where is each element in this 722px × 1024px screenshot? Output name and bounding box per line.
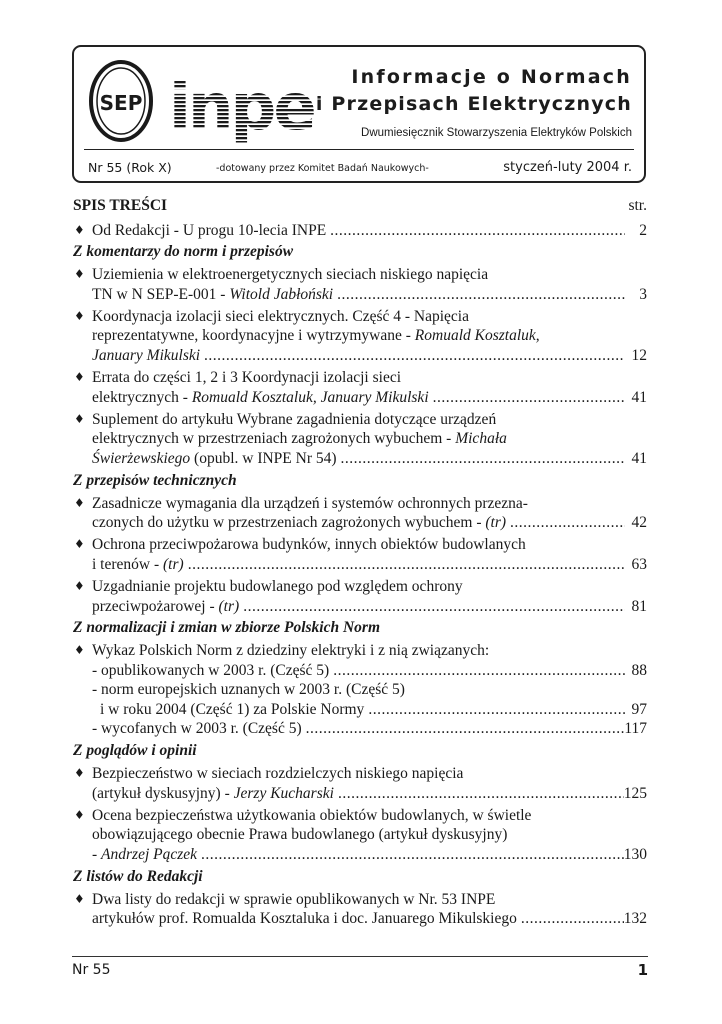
entry-title: Errata do części 1, 2 i 3 Koordynacji izolacji sieci	[92, 369, 402, 387]
section-heading: Z poglądów i opinii	[73, 742, 197, 760]
sep-logo-text: SEP	[99, 91, 143, 115]
toc-entry[interactable]	[73, 494, 647, 533]
toc-entry[interactable]	[73, 368, 647, 407]
diamond-bullet-icon: ♦	[74, 370, 85, 385]
diamond-bullet-icon: ♦	[74, 643, 85, 658]
toc-entry[interactable]	[73, 410, 647, 469]
entry-title: Dwa listy do redakcji w sprawie opublikowanych w Nr. 53 INPE	[92, 890, 496, 908]
entry-page: 117	[624, 720, 647, 738]
masthead	[72, 45, 646, 183]
diamond-bullet-icon: ♦	[74, 807, 85, 822]
masthead-title-line1: Informacje o Normach	[351, 66, 632, 88]
entry-title: elektrycznych -	[92, 388, 192, 406]
issue-number: Nr 55 (Rok X)	[88, 160, 172, 175]
entry-title: Ochrona przeciwpożarowa budynków, innych obiektów budowlanych	[92, 536, 526, 554]
entry-title: Uzgadnianie projektu budowlanego pod względem ochrony	[92, 577, 463, 595]
toc-entry[interactable]	[73, 890, 647, 929]
sponsor-note: -dotowany przez Komitet Badań Naukowych-	[216, 163, 429, 174]
toc-entry[interactable]	[73, 764, 647, 803]
entry-page: 42	[631, 514, 647, 532]
diamond-bullet-icon: ♦	[74, 495, 85, 510]
section-heading: Z listów do Redakcji	[73, 867, 203, 885]
entry-title: Zasadnicze wymagania dla urządzeń i systemów ochronnych przezna-	[92, 494, 528, 512]
diamond-bullet-icon: ♦	[74, 267, 85, 282]
page-column-label: str.	[628, 197, 647, 214]
entry-author: Romuald Kosztaluk,	[414, 327, 540, 345]
entry-page: 130	[623, 845, 647, 863]
masthead-title-line2: i Przepisach Elektrycznych	[315, 93, 632, 115]
entry-title: czonych do użytku w przestrzeniach zagrożonych wybuchem -	[92, 514, 486, 532]
toc-entry[interactable]	[73, 641, 647, 739]
entry-author: (tr)	[218, 597, 240, 615]
entry-author: Romuald Kosztaluk, January Mikulski	[191, 388, 429, 406]
toc-header	[73, 196, 647, 218]
toc-entry[interactable]	[73, 535, 647, 574]
entry-page: 63	[631, 555, 647, 573]
entry-page: 88	[631, 661, 647, 679]
entry-author: Świerżewskiego	[92, 449, 191, 467]
entry-title: i w roku 2004 (Część 1) za Polskie Normy	[100, 700, 365, 718]
entry-title: -	[92, 845, 102, 863]
entry-page: 12	[631, 346, 647, 364]
entry-author: Jerzy Kucharski	[233, 784, 334, 802]
entry-title: Bezpieczeństwo w sieciach rozdzielczych niskiego napięcia	[92, 765, 464, 783]
diamond-bullet-icon: ♦	[74, 891, 85, 906]
masthead-divider	[84, 149, 634, 150]
diamond-bullet-icon: ♦	[74, 308, 85, 323]
entry-title: Ocena bezpieczeństwa użytkowania obiektów budowlanych, w świetle	[92, 806, 532, 824]
toc-entry[interactable]	[73, 265, 647, 304]
entry-title: Wykaz Polskich Norm z dziedziny elektryki i z nią związanych:	[92, 642, 490, 660]
entry-page: 41	[631, 388, 647, 406]
sep-logo	[89, 60, 153, 142]
entry-title: TN w N SEP-E-001 -	[92, 285, 230, 303]
toc-entry[interactable]	[73, 221, 647, 241]
footer-divider	[72, 956, 648, 957]
section-heading: Z komentarzy do norm i przepisów	[73, 243, 294, 261]
entry-author: Michała	[455, 430, 507, 448]
entry-author: January Mikulski	[92, 346, 201, 364]
entry-page: 3	[639, 285, 647, 303]
toc-entry[interactable]	[73, 577, 647, 616]
page-number: 1	[637, 961, 648, 979]
entry-title: Od Redakcji - U progu 10-lecia INPE	[92, 221, 327, 239]
entry-title: obowiązującego obecnie Prawa budowlanego (artykuł dyskusyjny)	[92, 826, 508, 844]
entry-author: (tr)	[485, 514, 507, 532]
entry-title: - norm europejskich uznanych w 2003 r. (Część 5)	[92, 681, 405, 699]
masthead-subtitle: Dwumiesięcznik Stowarzyszenia Elektryków Polskich	[361, 127, 632, 139]
entry-page: 97	[631, 700, 647, 718]
entry-title: Suplement do artykułu Wybrane zagadnienia dotyczące urządzeń	[92, 410, 497, 428]
toc-heading: SPIS TREŚCI	[73, 197, 168, 214]
toc-entry[interactable]	[73, 806, 647, 865]
toc-entry[interactable]	[73, 307, 647, 366]
entry-title: reprezentatywne, koordynacyjne i wytrzymywane -	[92, 327, 415, 345]
entry-title: Koordynacja izolacji sieci elektrycznych. Część 4 - Napięcia	[92, 307, 469, 325]
diamond-bullet-icon: ♦	[74, 537, 85, 552]
footer-issue: Nr 55	[72, 962, 111, 978]
entry-page: 2	[639, 221, 647, 239]
entry-title: (opubl. w INPE Nr 54)	[190, 449, 337, 467]
entry-title: - opublikowanych w 2003 r. (Część 5)	[92, 661, 330, 679]
issue-date: styczeń-luty 2004 r.	[503, 160, 632, 175]
entry-page: 132	[623, 910, 647, 928]
entry-title: Uziemienia w elektroenergetycznych sieciach niskiego napięcia	[92, 266, 489, 284]
entry-page: 81	[631, 597, 647, 615]
diamond-bullet-icon: ♦	[74, 578, 85, 593]
entry-author: Andrzej Pączek	[101, 845, 198, 863]
inpe-logo	[167, 61, 337, 143]
entry-title: - wycofanych w 2003 r. (Część 5)	[92, 720, 302, 738]
entry-page: 41	[631, 449, 647, 467]
entry-title: i terenów -	[92, 555, 164, 573]
section-heading: Z przepisów technicznych	[73, 471, 237, 489]
section-heading: Z normalizacji i zmian w zbiorze Polskich Norm	[73, 619, 381, 637]
table-of-contents	[73, 196, 647, 929]
entry-title: artykułów prof. Romualda Kosztaluka i doc. Januarego Mikulskiego	[92, 910, 517, 928]
entry-title: elektrycznych w przestrzeniach zagrożonych wybuchem -	[92, 430, 456, 448]
inpe-logo-text: INPE	[169, 71, 314, 143]
diamond-bullet-icon: ♦	[74, 411, 85, 426]
entry-title: (artykuł dyskusyjny) -	[92, 784, 234, 802]
diamond-bullet-icon: ♦	[74, 766, 85, 781]
entry-author: Witold Jabłoński	[229, 285, 334, 303]
entry-title: przeciwpożarowej -	[92, 597, 219, 615]
entry-page: 125	[623, 784, 647, 802]
diamond-bullet-icon: ♦	[74, 222, 85, 237]
entry-author: (tr)	[163, 555, 184, 573]
